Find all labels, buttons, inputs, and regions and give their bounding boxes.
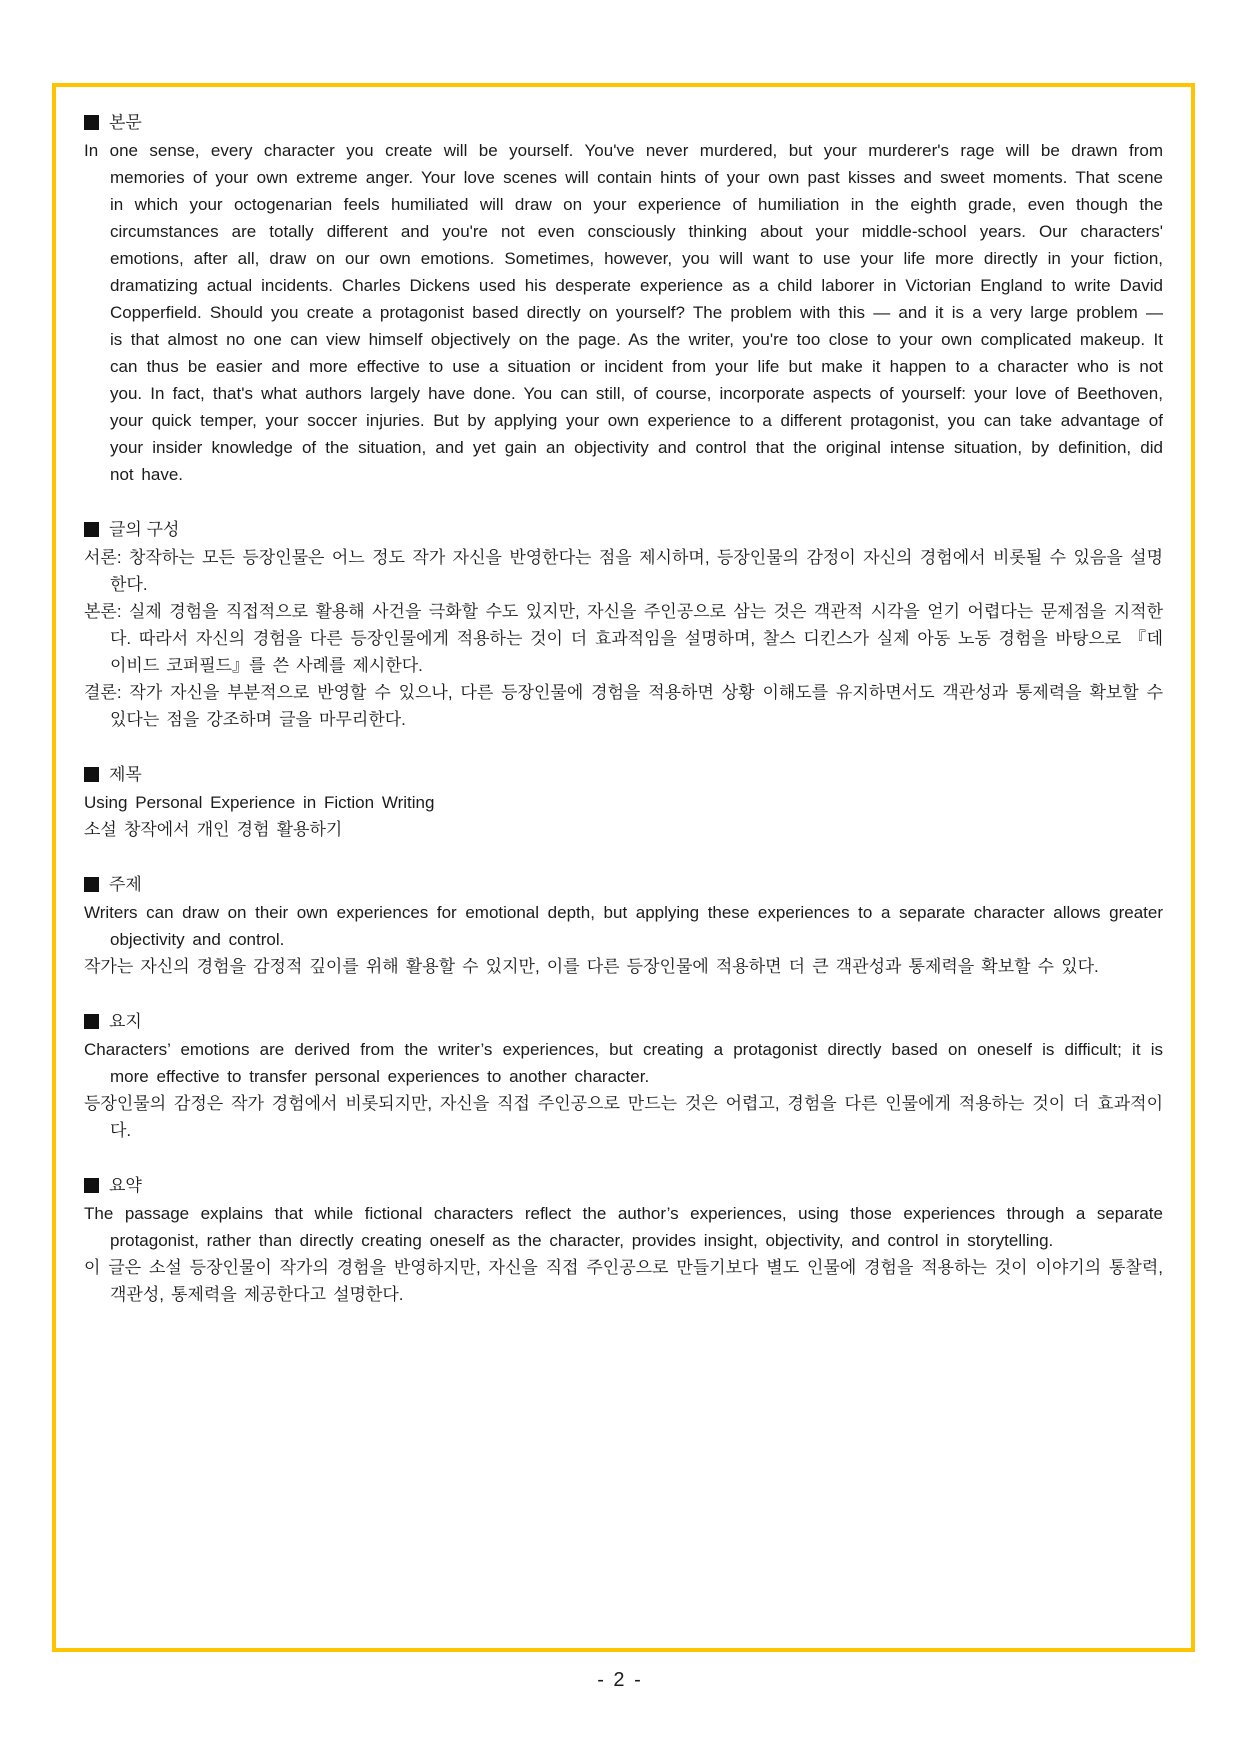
section-summary [84, 1172, 1163, 1308]
section-header-label: 본문 [109, 113, 142, 132]
title-korean-text: 소설 창작에서 개인 경험 활용하기 [84, 820, 343, 839]
title-english-text: Using Personal Experience in Fiction Writing [84, 793, 435, 812]
gist-korean-text: 등장인물의 감정은 작가 경험에서 비롯되지만, 자신을 직접 주인공으로 만드는 것은 어렵고, 경험을 다른 인물에게 적용하는 것이 더 효과적이다. [84, 1094, 1163, 1140]
black-square-bullet-icon [84, 115, 99, 130]
section-header [84, 1008, 1163, 1035]
section-header [84, 516, 1163, 543]
black-square-bullet-icon [84, 1014, 99, 1029]
section-header [84, 761, 1163, 788]
section-theme [84, 871, 1163, 980]
structure-conclusion-text: 결론: 작가 자신을 부분적으로 반영할 수 있으나, 다른 등장인물에 경험을 적용하면 상황 이해도를 유지하면서도 객관성과 통제력을 확보할 수 있다는 점을 강조하며 글을 마무리한다. [84, 683, 1163, 729]
page-number: - 2 - [597, 1669, 643, 1691]
theme-english-text: Writers can draw on their own experiences for emotional depth, but applying these experiences to a separate character allows greater objectivity and control. [84, 903, 1163, 949]
black-square-bullet-icon [84, 877, 99, 892]
section-gist [84, 1008, 1163, 1144]
black-square-bullet-icon [84, 522, 99, 537]
black-square-bullet-icon [84, 767, 99, 782]
section-header [84, 871, 1163, 898]
gist-english-text: Characters’ emotions are derived from the writer’s experiences, but creating a protagonist directly based on oneself is difficult; it is more effective to transfer personal experiences to another character. [84, 1040, 1163, 1086]
section-header-label: 글의 구성 [109, 520, 180, 539]
content-frame [52, 83, 1195, 1652]
summary-korean-text: 이 글은 소설 등장인물이 작가의 경험을 반영하지만, 자신을 직접 주인공으로 만들기보다 별도 인물에 경험을 적용하는 것이 이야기의 통찰력, 객관성, 통제력을 제공한다고 설명한다. [84, 1258, 1163, 1304]
section-header-label: 요지 [109, 1012, 142, 1031]
structure-intro-text: 서론: 창작하는 모든 등장인물은 어느 정도 작가 자신을 반영한다는 점을 제시하며, 등장인물의 감정이 자신의 경험에서 비롯될 수 있음을 설명한다. [84, 548, 1163, 594]
summary-english-text: The passage explains that while fictional characters reflect the author’s experiences, using those experiences through a separate protagonist, rather than directly creating oneself as the character, provides insight, objectivity, and control in storytelling. [84, 1204, 1163, 1250]
section-header-label: 제목 [109, 765, 142, 784]
black-square-bullet-icon [84, 1178, 99, 1193]
section-header-label: 주제 [109, 875, 142, 894]
passage-text: In one sense, every character you create will be yourself. You've never murdered, but your murderer's rage will be drawn from memories of your own extreme anger. Your love scenes will contain hints of your own past kisses and sweet moments. That scene in which your octogenarian feels humiliated will draw on your experience of humiliation in the eighth grade, even though the circumstances are totally different and you're not even consciously thinking about your middle-school years. Our characters' emotions, after all, draw on our own emotions. Sometimes, however, you will want to use your life more directly in your fiction, dramatizing actual incidents. Charles Dickens used his desperate experience as a child laborer in Victorian England to write David Copperfield. Should you create a protagonist based directly on yourself? The problem with this — and it is a very large problem — is that almost no one can view himself objectively on the page. As the writer, you're too close to your own complicated makeup. It can thus be easier and more effective to use a situation or incident from your life but make it happen to a character who is not you. In fact, that's what authors largely have done. You can still, of course, incorporate aspects of yourself: your love of Beethoven, your quick temper, your soccer injuries. But by applying your own experience to a different protagonist, you can take advantage of your insider knowledge of the situation, and yet gain an objectivity and control that the original intense situation, by definition, did not have. [84, 141, 1163, 484]
section-header [84, 109, 1163, 136]
section-header [84, 1172, 1163, 1199]
section-passage [84, 109, 1163, 488]
theme-korean-text: 작가는 자신의 경험을 감정적 깊이를 위해 활용할 수 있지만, 이를 다른 등장인물에 적용하면 더 큰 객관성과 통제력을 확보할 수 있다. [84, 957, 1099, 976]
section-title [84, 761, 1163, 843]
structure-body-text: 본론: 실제 경험을 직접적으로 활용해 사건을 극화할 수도 있지만, 자신을 주인공으로 삼는 것은 객관적 시각을 얻기 어렵다는 문제점을 지적한다. 따라서 자신의 경험을 다른 등장인물에게 적용하는 것이 더 효과적임을 설명하며, 찰스 디킨스가 실제 아동 노동 경험을 바탕으로 『데이비드 코퍼필드』를 쓴 사례를 제시한다. [84, 602, 1163, 675]
section-header-label: 요약 [109, 1176, 142, 1195]
section-structure [84, 516, 1163, 733]
